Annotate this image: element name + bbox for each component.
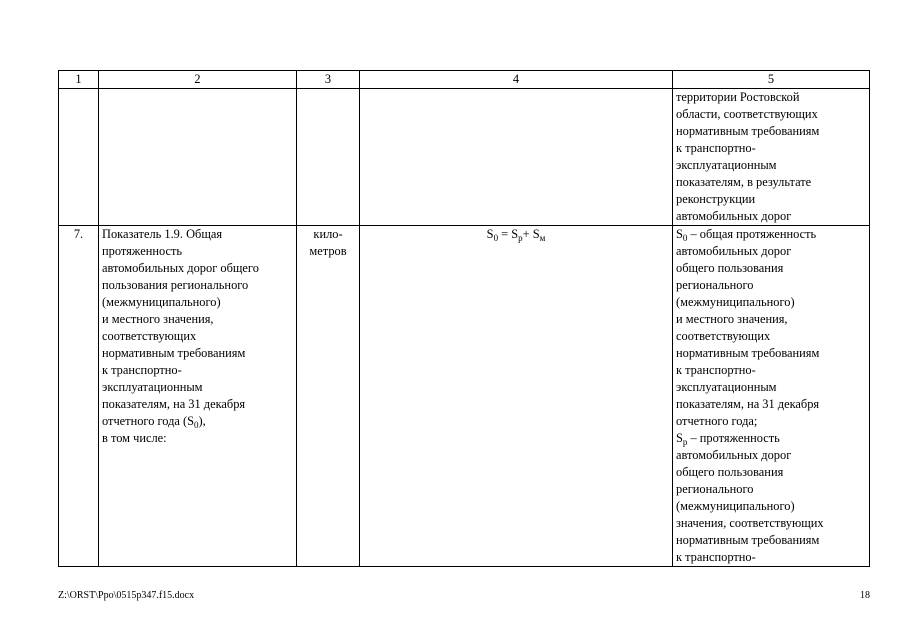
- text-line: показателям, на 31 декабря: [102, 397, 246, 411]
- text-line: соответствующих: [102, 329, 197, 343]
- text-line: реконструкции: [676, 192, 756, 206]
- text-line: регионального: [676, 482, 754, 496]
- table-header-row: [59, 71, 870, 89]
- text-line: показателям, в результате: [676, 175, 812, 189]
- text-line: нормативным требованиям: [676, 346, 820, 360]
- text-line: регионального: [676, 278, 754, 292]
- header-col-3: 3: [297, 71, 360, 89]
- text-line: нормативным требованиям: [676, 124, 820, 138]
- text-line: к транспортно-: [676, 363, 756, 377]
- text-line: и местного значения,: [676, 312, 788, 326]
- text-line: Показатель 1.9. Общая: [102, 227, 223, 241]
- text-line: эксплуатационным: [676, 158, 777, 172]
- indicator-name-line: отчетного года $(S_0)$,: [102, 414, 206, 430]
- header-col-2: 2: [99, 71, 297, 89]
- cell-unit: [297, 89, 360, 226]
- text-line: эксплуатационным: [676, 380, 777, 394]
- text-line: к транспортно-: [676, 550, 756, 564]
- text-line: (межмуниципального): [102, 295, 221, 309]
- text-line: автомобильных дорог общего: [102, 261, 259, 275]
- text-line: нормативным требованиям: [676, 533, 820, 547]
- text-line: соответствующих: [676, 329, 771, 343]
- text-line: автомобильных дорог: [676, 244, 792, 258]
- text-line: общего пользования: [676, 465, 784, 479]
- text-line: пользования регионального: [102, 278, 249, 292]
- header-col-4: 4: [360, 71, 673, 89]
- cell-num: [59, 89, 99, 226]
- text-line: и местного значения,: [102, 312, 214, 326]
- description-line: $S_р$ – протяженность: [676, 431, 780, 447]
- description-line: $S_0$ – общая протяженность: [676, 227, 817, 243]
- cell-description: [673, 89, 870, 226]
- header-col-1: 1: [59, 71, 99, 89]
- text-line: области, соответствующих: [676, 107, 818, 121]
- formula: $S_0 = S_р+ S_м$: [360, 226, 673, 567]
- text-line: территории Ростовской: [676, 90, 800, 104]
- text-line: (межмуниципального): [676, 499, 795, 513]
- text-line: отчетного года;: [676, 414, 758, 428]
- text-line: к транспортно-: [102, 363, 182, 377]
- cell-formula: [360, 89, 673, 226]
- indicator-name: [99, 226, 297, 567]
- indicator-table: [58, 70, 870, 567]
- text-line: (межмуниципального): [676, 295, 795, 309]
- text-line: автомобильных дорог: [676, 209, 792, 223]
- text-line: к транспортно-: [676, 141, 756, 155]
- text-line: автомобильных дорог: [676, 448, 792, 462]
- cell-name: [99, 89, 297, 226]
- text-line: нормативным требованиям: [102, 346, 246, 360]
- text-line: эксплуатационным: [102, 380, 203, 394]
- table-row: [59, 89, 870, 226]
- footer-file-path: Z:\ORST\Ppo\0515p347.f15.docx: [58, 590, 195, 601]
- unit-of-measure: кило- метров: [297, 226, 360, 567]
- formula-description: [673, 226, 870, 567]
- table-row: [59, 226, 870, 567]
- text-line: показателям, на 31 декабря: [676, 397, 820, 411]
- text-line: значения, соответствующих: [676, 516, 824, 530]
- indicator-name-line: в том числе:: [102, 431, 167, 445]
- row-number: 7.: [59, 226, 99, 567]
- text-line: протяженность: [102, 244, 183, 258]
- header-col-5: 5: [673, 71, 870, 89]
- footer-page-number: 18: [860, 590, 870, 601]
- text-line: общего пользования: [676, 261, 784, 275]
